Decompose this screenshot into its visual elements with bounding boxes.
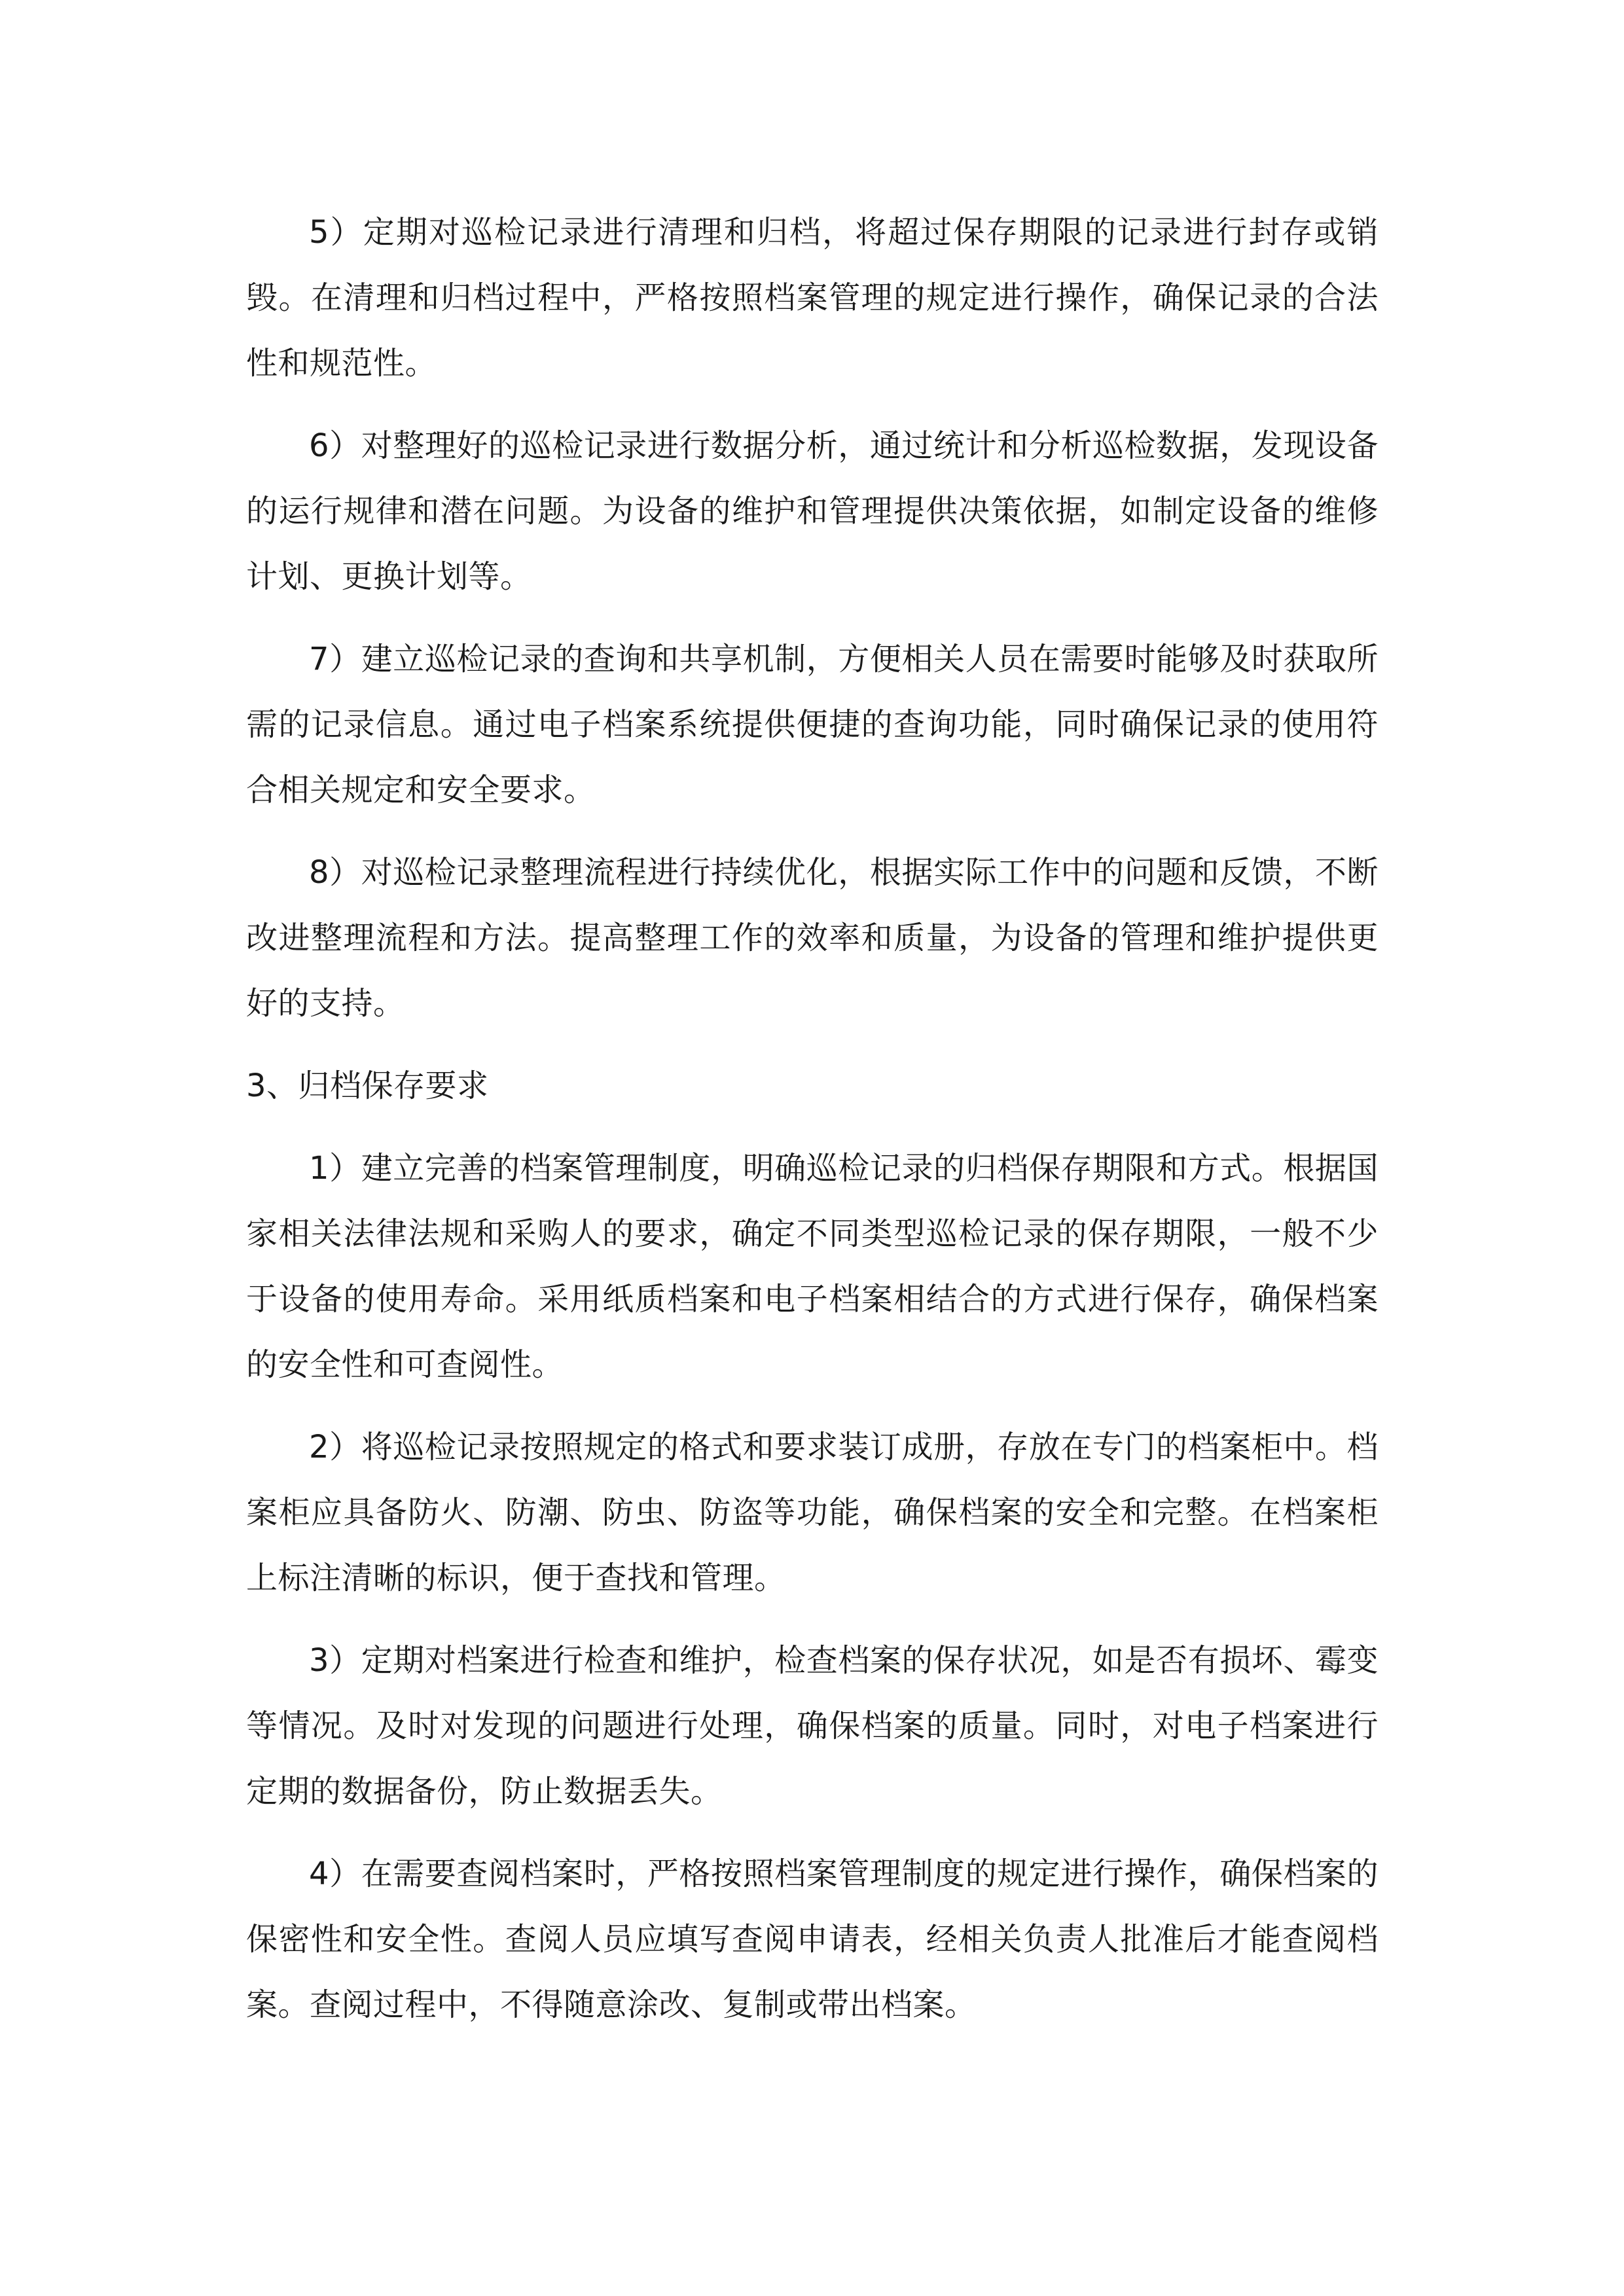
section-paragraph-2: 2）将巡检记录按照规定的格式和要求装订成册，存放在专门的档案柜中。档案柜应具备防火、防潮、防虫、防盗等功能，确保档案的安全和完整。在档案柜上标注清晰的标识，便于查找和管理。 <box>246 1429 1379 1596</box>
section-heading: 3、归档保存要求 <box>246 1067 489 1104</box>
paragraph-item-8: 8）对巡检记录整理流程进行持续优化，根据实际工作中的问题和反馈，不断改进整理流程和方法。提高整理工作的效率和质量，为设备的管理和维护提供更好的支持。 <box>246 854 1379 1022</box>
section-paragraph-1: 1）建立完善的档案管理制度，明确巡检记录的归档保存期限和方式。根据国家相关法律法规和采购人的要求，确定不同类型巡检记录的保存期限，一般不少于设备的使用寿命。采用纸质档案和电子档案相结合的方式进行保存，确保档案的安全性和可查阅性。 <box>246 1150 1379 1383</box>
section-paragraph-3: 3）定期对档案进行检查和维护，检查档案的保存状况，如是否有损坏、霉变等情况。及时对发现的问题进行处理，确保档案的质量。同时，对电子档案进行定期的数据备份，防止数据丢失。 <box>246 1642 1379 1810</box>
paragraph-item-7: 7）建立巡检记录的查询和共享机制，方便相关人员在需要时能够及时获取所需的记录信息。通过电子档案系统提供便捷的查询功能，同时确保记录的使用符合相关规定和安全要求。 <box>246 641 1379 808</box>
section-paragraph-4: 4）在需要查阅档案时，严格按照档案管理制度的规定进行操作，确保档案的保密性和安全性。查阅人员应填写查阅申请表，经相关负责人批准后才能查阅档案。查阅过程中，不得随意涂改、复制或带出档案。 <box>246 1856 1379 2023</box>
document-body <box>246 200 1379 2054</box>
paragraph-item-5: 5）定期对巡检记录进行清理和归档，将超过保存期限的记录进行封存或销毁。在清理和归档过程中，严格按照档案管理的规定进行操作，确保记录的合法性和规范性。 <box>246 214 1379 382</box>
paragraph-item-6: 6）对整理好的巡检记录进行数据分析，通过统计和分析巡检数据，发现设备的运行规律和潜在问题。为设备的维护和管理提供决策依据，如制定设备的维修计划、更换计划等。 <box>246 427 1379 595</box>
